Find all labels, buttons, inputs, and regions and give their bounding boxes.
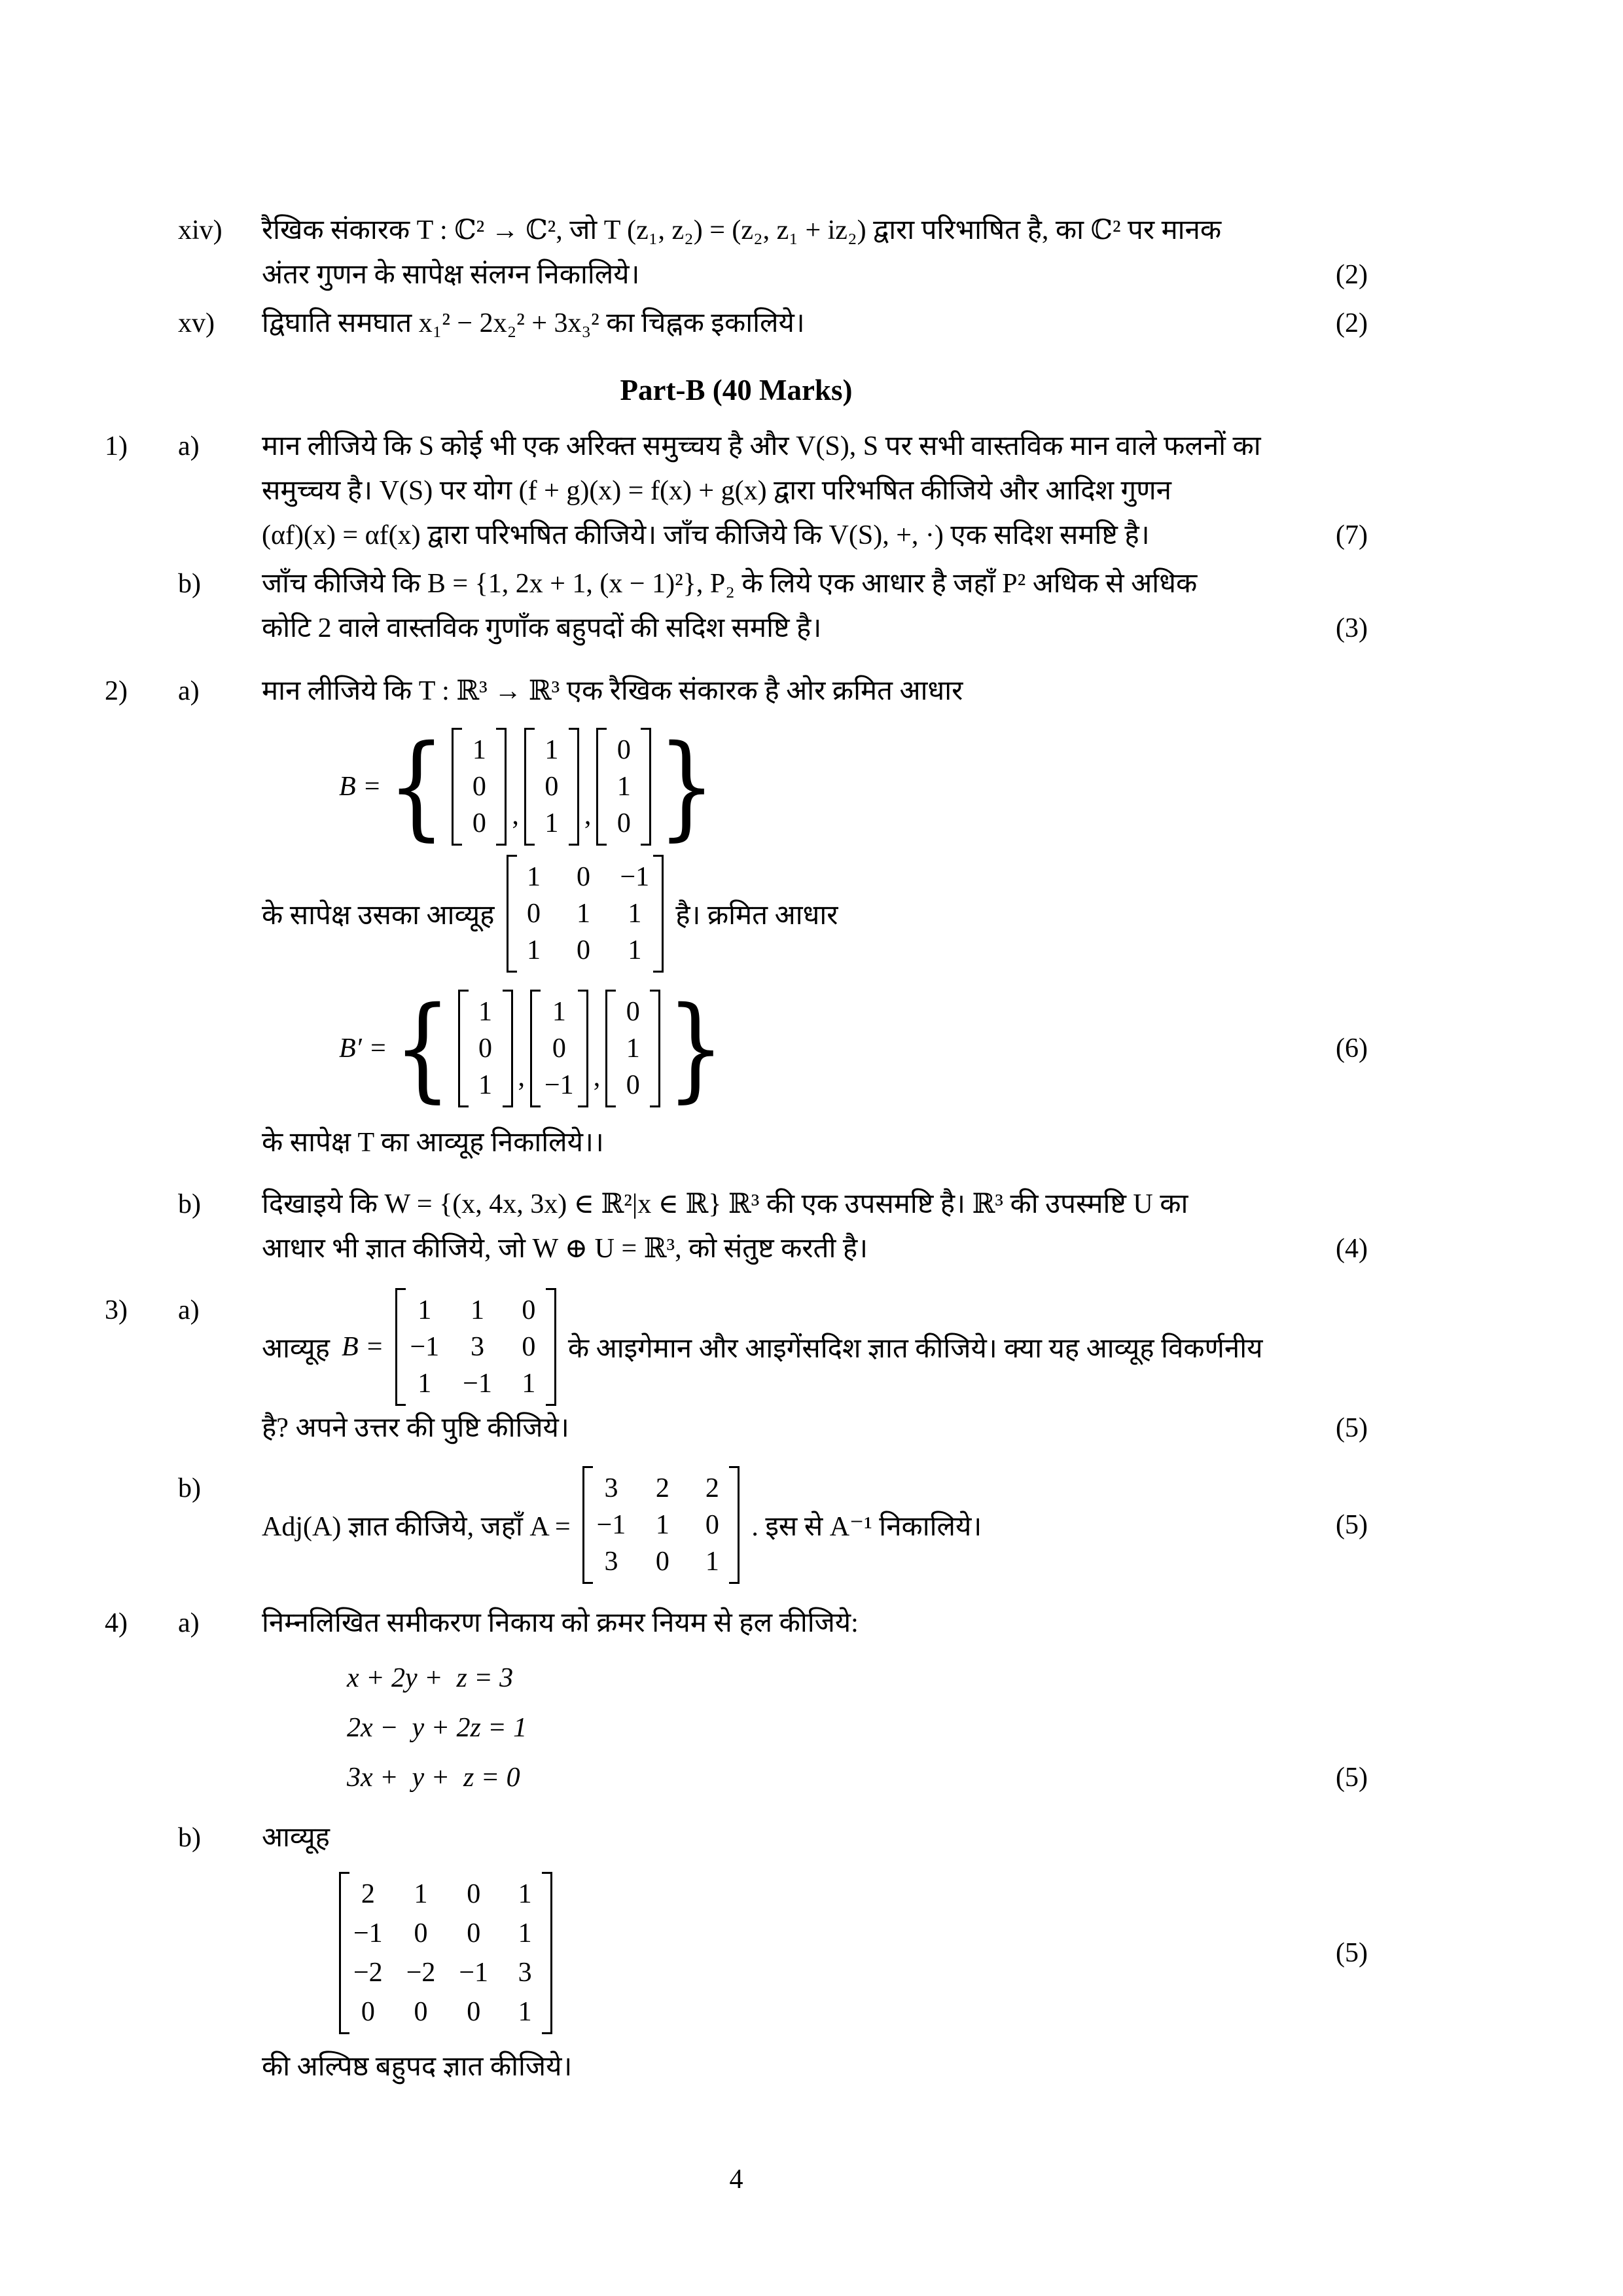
- question-4b: [105, 1816, 1368, 2089]
- matrix-cell: 2: [655, 1473, 669, 1503]
- matrix-cell: 1: [655, 1510, 669, 1540]
- q1b-marks: (3): [1336, 613, 1368, 643]
- question-4b-body: [262, 1816, 1368, 2089]
- question-1a-body: [262, 424, 1368, 558]
- q1a-line-2: समुच्चय है। V(S) पर योग (f + g)(x) = f(x) + g(x) द्वारा परिभषित कीजिये और आदिश गुणन: [262, 476, 1171, 506]
- basis-b-vector-3: [596, 728, 651, 846]
- matrix-cell: 2: [361, 1879, 375, 1909]
- page-number: 4: [729, 2164, 743, 2195]
- q2b-line-1: दिखाइये कि W = {(x, 4x, 3x) ∈ ℝ²|x ∈ ℝ} ℝ³ की एक उपसमष्टि है। ℝ³ की उपस्मष्टि U का: [262, 1189, 1188, 1219]
- matrix-cell: 0: [522, 1332, 536, 1362]
- q3b-matrix-a: [582, 1466, 740, 1584]
- q2b-marks: (4): [1336, 1234, 1368, 1264]
- matrix-cell: −2: [406, 1958, 436, 1988]
- q1a-line-3-text: (αf)(x) = αf(x) द्वारा परिभषित कीजिये। जाँच कीजिये कि V(S), +, ·) एक सदिश समष्टि है।: [262, 520, 1150, 550]
- q2b-line-2: [262, 1227, 1368, 1271]
- item-xv-line-1: [262, 301, 1368, 346]
- question-1b-body: [262, 562, 1368, 651]
- q4a-equation-1: x + 2y + z = 3: [347, 1663, 514, 1693]
- matrix-cell: 1: [544, 735, 559, 765]
- q3a-line-2-text: है? अपने उत्तर की पुष्टि कीजिये।: [262, 1413, 569, 1443]
- matrix-cell: 0: [552, 1033, 566, 1064]
- question-3b-label: b): [178, 1473, 201, 1503]
- matrix-cell: 3: [518, 1958, 532, 1988]
- item-xiv-body: [262, 208, 1368, 297]
- question-2b-body: [262, 1182, 1368, 1271]
- question-3b: [105, 1466, 1368, 1584]
- q1b-line-1: जाँच कीजिये कि B = {1, 2x + 1, (x − 1)²}, P₂ के लिये एक आधार है जहाँ P² अधिक से अधिक: [262, 569, 1198, 599]
- matrix-cell: 0: [626, 997, 640, 1027]
- q4a-equation-3: 3x + y + z = 0: [347, 1763, 520, 1793]
- question-2-number: 2): [105, 676, 128, 706]
- q1a-marks: (7): [1336, 520, 1368, 550]
- q3b-matrix-line: [262, 1466, 1368, 1584]
- matrix-cell: 0: [478, 1033, 492, 1064]
- basis-b-vector-2: [524, 728, 579, 846]
- basis-bprime-vector-2: [530, 990, 588, 1107]
- q1b-line-2: [262, 606, 1368, 651]
- matrix-cell: 0: [544, 772, 559, 802]
- matrix-cell: 0: [414, 1997, 428, 2027]
- comma: ,: [593, 1062, 601, 1092]
- matrix-cell: 1: [518, 1879, 532, 1909]
- matrix-cell: 3: [604, 1473, 618, 1503]
- question-1a: [105, 424, 1368, 558]
- q2a-transform-matrix: [507, 855, 664, 973]
- matrix-cell: 0: [467, 1918, 481, 1948]
- matrix-cell: 1: [616, 772, 631, 802]
- question-1-number: 1): [105, 431, 128, 461]
- question-2a-body: [262, 669, 1368, 1165]
- matrix-cell: −1: [459, 1958, 489, 1988]
- matrix-cell: −2: [353, 1958, 383, 1988]
- q2a-last-line: के सापेक्ष T का आव्यूह निकालिये।।: [262, 1128, 604, 1158]
- item-xv-line-1-text: द्विघाति समघात x₁² − 2x₂² + 3x₃² का चिह्नक इकालिये।: [262, 308, 805, 338]
- matrix-cell: 1: [518, 1997, 532, 2027]
- question-2a-label: a): [178, 676, 200, 706]
- matrix-cell: 1: [472, 735, 486, 765]
- matrix-cell: 0: [577, 935, 590, 965]
- q3b-pre-text: Adj(A) ज्ञात कीजिये, जहाँ A =: [262, 1511, 571, 1542]
- question-4a-body: [262, 1601, 1368, 1803]
- q4b-line-2: की अल्पिष्ठ बहुपद ज्ञात कीजिये।: [262, 2052, 573, 2082]
- q2a-line-1: मान लीजिये कि T : ℝ³ → ℝ³ एक रैखिक संकारक है ओर क्रमित आधार: [262, 676, 963, 706]
- item-xiv-line-2: [262, 253, 1368, 297]
- q3a-pre-text: आव्यूह: [262, 1333, 330, 1364]
- question-3a-label: a): [178, 1295, 200, 1325]
- q4b-line-1: आव्यूह: [262, 1823, 330, 1853]
- question-2b: [105, 1182, 1368, 1271]
- comma: ,: [518, 1062, 525, 1092]
- comma: ,: [584, 800, 592, 831]
- matrix-cell: −1: [463, 1369, 492, 1399]
- question-4-number: 4): [105, 1608, 128, 1638]
- basis-bprime-vector-1: [458, 990, 513, 1107]
- question-4b-label: b): [178, 1823, 201, 1853]
- matrix-cell: 1: [527, 935, 541, 965]
- basis-bprime-label: B′ =: [339, 1033, 387, 1064]
- matrix-cell: 1: [478, 997, 492, 1027]
- matrix-cell: 1: [518, 1918, 532, 1948]
- matrix-cell: 3: [470, 1332, 484, 1362]
- question-2b-label: b): [178, 1189, 201, 1219]
- q3a-matrix-line: [262, 1288, 1368, 1406]
- matrix-cell: 0: [705, 1510, 719, 1540]
- q3b-post-text: . इस से A⁻¹ निकालिये।: [751, 1511, 982, 1542]
- item-xiv-line-2-text: अंतर गुणन के सापेक्ष संलग्न निकालिये।: [262, 260, 640, 290]
- matrix-cell: 1: [626, 1033, 640, 1064]
- q4a-equation-3-row: [262, 1753, 1368, 1803]
- matrix-cell: 1: [527, 862, 541, 892]
- matrix-cell: 1: [418, 1295, 432, 1325]
- matrix-cell: 0: [472, 772, 486, 802]
- left-brace: {: [387, 720, 446, 852]
- q4b-marks: (5): [1336, 1938, 1368, 1968]
- basis-b-vector-1: [452, 728, 507, 846]
- q3a-matrix-b: [395, 1288, 556, 1406]
- matrix-cell: 1: [552, 997, 566, 1027]
- matrix-cell: −1: [620, 862, 650, 892]
- question-3a: [105, 1288, 1368, 1450]
- matrix-cell: 1: [705, 1547, 719, 1577]
- question-1b-label: b): [178, 569, 201, 599]
- matrix-cell: 1: [544, 808, 559, 838]
- matrix-cell: 1: [478, 1070, 492, 1100]
- matrix-cell: 0: [467, 1997, 481, 2027]
- item-xv-body: [262, 301, 1368, 346]
- item-xiv-marks: (2): [1336, 260, 1368, 290]
- basis-bprime-vector-3: [605, 990, 660, 1107]
- matrix-cell: 0: [577, 862, 590, 892]
- matrix-cell: 1: [577, 899, 590, 929]
- matrix-cell: −1: [596, 1510, 626, 1540]
- right-brace: }: [667, 982, 724, 1114]
- matrix-cell: 0: [626, 1070, 640, 1100]
- matrix-cell: 2: [705, 1473, 719, 1503]
- q3b-marks: (5): [1336, 1510, 1368, 1540]
- item-xiv-label: xiv): [178, 215, 223, 245]
- matrix-cell: 0: [361, 1997, 375, 2027]
- q4a-equation-2: 2x − y + 2z = 1: [347, 1713, 527, 1743]
- question-3a-body: [262, 1288, 1368, 1450]
- matrix-cell: −1: [544, 1070, 574, 1100]
- q3a-marks: (5): [1336, 1413, 1368, 1443]
- comma: ,: [512, 800, 519, 831]
- item-xv-label: xv): [178, 308, 215, 338]
- q2b-line-2-text: आधार भी ज्ञात कीजिये, जो W ⊕ U = ℝ³, को संतुष्ट करती है।: [262, 1234, 868, 1264]
- question-4a: [105, 1601, 1368, 1803]
- matrix-cell: 0: [616, 735, 631, 765]
- q4a-equation-system: [262, 1653, 1368, 1803]
- matrix-cell: −1: [353, 1918, 383, 1948]
- q3a-line-2: [262, 1406, 1368, 1450]
- q4b-matrix: [339, 1872, 552, 2034]
- matrix-cell: 0: [522, 1295, 536, 1325]
- q3a-post-text: के आइगेमान और आइगेंसदिश ज्ञात कीजिये। क्या यह आव्यूह विकर्णनीय: [567, 1333, 1263, 1364]
- question-4a-label: a): [178, 1608, 200, 1638]
- question-3-number: 3): [105, 1295, 128, 1325]
- matrix-cell: 0: [467, 1879, 481, 1909]
- matrix-cell: 1: [470, 1295, 484, 1325]
- q2a-matrix-pre-text: के सापेक्ष उसका आव्यूह: [262, 900, 495, 931]
- matrix-cell: 0: [414, 1918, 428, 1948]
- item-xiv-line-1: रैखिक संकारक T : ℂ² → ℂ², जो T (z₁, z₂) = (z₂, z₁ + iz₂) द्वारा परिभाषित है, का ℂ² पर मानक: [262, 215, 1222, 245]
- right-brace: }: [658, 720, 716, 852]
- matrix-cell: 1: [628, 899, 642, 929]
- basis-b-label: B =: [339, 772, 382, 802]
- question-2a: [105, 669, 1368, 1165]
- item-xiv: [105, 208, 1368, 297]
- partb-heading: Part-B (40 Marks): [620, 374, 853, 406]
- matrix-cell: 1: [522, 1369, 536, 1399]
- matrix-cell: 0: [472, 808, 486, 838]
- matrix-cell: 1: [628, 935, 642, 965]
- q4a-line-1: निम्नलिखित समीकरण निकाय को क्रमर नियम से हल कीजिये:: [262, 1608, 859, 1638]
- q3a-pre-math: B =: [341, 1332, 384, 1362]
- matrix-cell: 1: [418, 1369, 432, 1399]
- q1b-line-2-text: कोटि 2 वाले वास्तविक गुणाँक बहुपदों की सदिश समष्टि है।: [262, 613, 822, 643]
- q2a-matrix-post-text: है। क्रमित आधार: [675, 900, 838, 931]
- q4b-matrix-row: [339, 1872, 1368, 2034]
- matrix-cell: 0: [616, 808, 631, 838]
- matrix-cell: 3: [604, 1547, 618, 1577]
- basis-b-display: [339, 720, 1368, 852]
- item-xv: [105, 301, 1368, 346]
- matrix-cell: 1: [414, 1879, 428, 1909]
- basis-bprime-display: [339, 982, 1368, 1114]
- question-1b: [105, 562, 1368, 651]
- matrix-cell: 0: [655, 1547, 669, 1577]
- q2a-matrix-line: [262, 855, 1368, 973]
- question-1a-label: a): [178, 431, 200, 461]
- q4a-marks: (5): [1336, 1763, 1368, 1793]
- left-brace: {: [393, 982, 452, 1114]
- q1a-line-1: मान लीजिये कि S कोई भी एक अरिक्त समुच्चय है और V(S), S पर सभी वास्तविक मान वाले फलनों का: [262, 431, 1261, 461]
- q2a-marks: (6): [1336, 1033, 1368, 1064]
- question-3b-body: [262, 1466, 1368, 1584]
- matrix-cell: 0: [527, 899, 541, 929]
- item-xv-marks: (2): [1336, 308, 1368, 338]
- q1a-line-3: [262, 513, 1368, 558]
- matrix-cell: −1: [410, 1332, 440, 1362]
